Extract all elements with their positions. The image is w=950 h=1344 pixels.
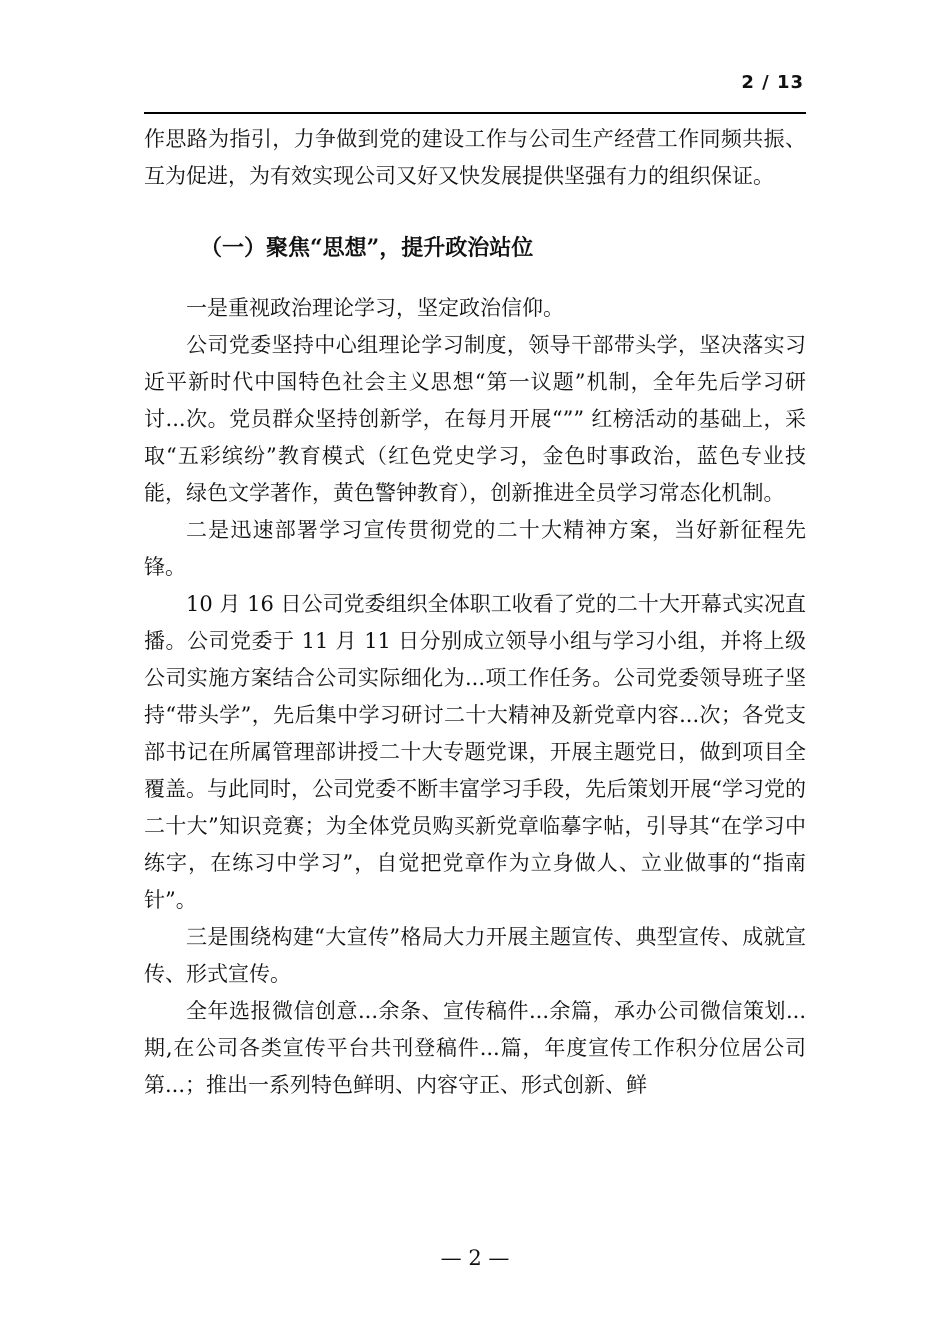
document-body	[144, 121, 806, 1104]
paragraph: 全年选报微信创意...余条、宣传稿件...余篇，承办公司微信策划...期,在公司各类宣传平台共刊登稿件...篇，年度宣传工作积分位居公司第...；推出一系列特色鲜明、内容守正、形式创新、鲜	[144, 999, 806, 1097]
paragraph: 一是重视政治理论学习，坚定政治信仰。	[186, 296, 564, 320]
paragraph: 三是围绕构建“大宣传”格局大力开展主题宣传、典型宣传、成就宣传、形式宣传。	[144, 925, 806, 986]
paragraph: 二是迅速部署学习宣传贯彻党的二十大精神方案，当好新征程先锋。	[144, 518, 806, 579]
paragraph: 10 月 16 日公司党委组织全体职工收看了党的二十大开幕式实况直播。公司党委于 11 月 11 日分别成立领导小组与学习小组，并将上级公司实施方案结合公司实际细化为...项工作任务。公司党委领导班子坚持“带头学”，先后集中学习研讨二十大精神及新党章内容...次；各党支部书记在所属管理部讲授二十大专题党课，开展主题党日，做到项目全覆盖。与此同时，公司党委不断丰富学习手段，先后策划开展“学习党的二十大”知识竞赛；为全体党员购买新党章临摹字帖，引导其“在学习中练字，在练习中学习”，自觉把党章作为立身做人、立业做事的“指南针”。	[144, 592, 806, 912]
paragraph: 公司党委坚持中心组理论学习制度，领导干部带头学，坚决落实习近平新时代中国特色社会主义思想“第一议题”机制，全年先后学习研讨...次。党员群众坚持创新学，在每月开展“”” 红榜活动的基础上，采取“五彩缤纷”教育模式（红色党史学习，金色时事政治，蓝色专业技能，绿色文学著作，黄色警钟教育），创新推进全员学习常态化机制。	[144, 333, 806, 505]
section-heading: （一）聚焦“思想”，提升政治站位	[200, 235, 534, 261]
header-rule	[144, 112, 806, 114]
page-indicator: 2 / 13	[741, 72, 804, 93]
paragraph: 作思路为指引，力争做到党的建设工作与公司生产经营工作同频共振、互为促进，为有效实现公司又好又快发展提供坚强有力的组织保证。	[144, 127, 806, 188]
page-footer-number: — 2 —	[440, 1246, 510, 1270]
